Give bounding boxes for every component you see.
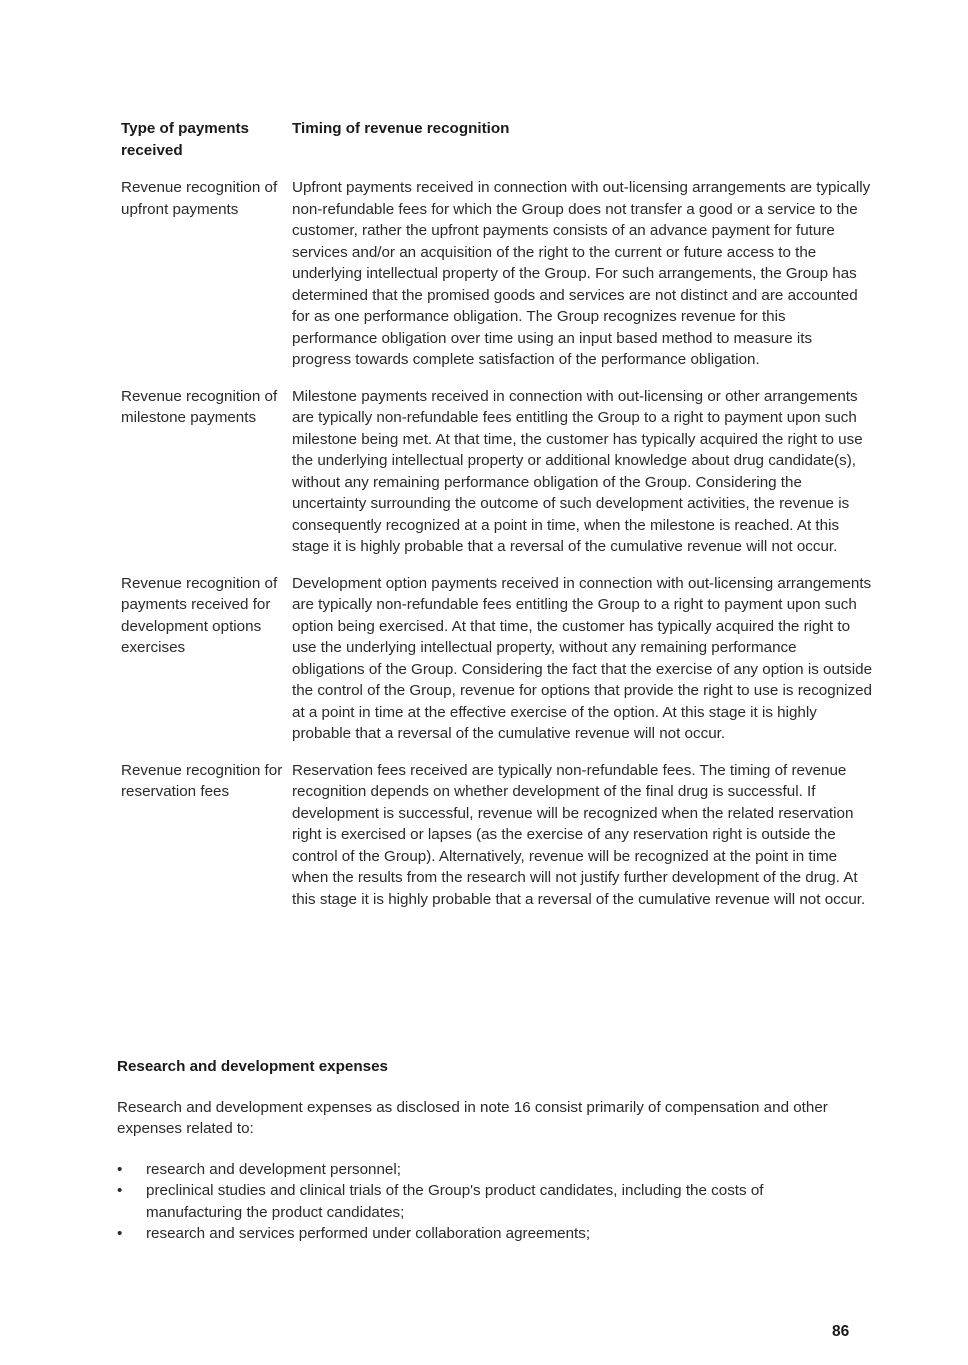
table-row [121, 177, 873, 371]
table-row [121, 760, 873, 911]
revenue-recognition-table [121, 118, 873, 925]
row-type-cell: Revenue recognition of payments received for development options exercises [121, 574, 278, 656]
row-timing-cell: Milestone payments received in connection with out-licensing or other arrangements are typically non-refundable fees entitling the Group to a right to payment upon such milestone being met. At that time, the customer has typically acquired the right to use the underlying intellectual property or additional knowledge about drug candidate(s), without any remaining performance obligation of the Group. Considering the uncertainty surrounding the outcome of such development activities, the revenue is consequently recognized at a point in time, when the milestone is reached. At this stage it is highly probable that a reversal of the cumulative revenue will not occur. [292, 387, 863, 555]
bullet-icon: • [117, 1160, 123, 1178]
list-item-text: preclinical studies and clinical trials of the Group's product candidates, including the costs of manufacturing the product candidates; [146, 1182, 764, 1221]
list-item [117, 1223, 857, 1245]
section-intro: Research and development expenses as disclosed in note 16 consist primarily of compensation and other expenses related to: [117, 1098, 828, 1137]
section-title: Research and development expenses [117, 1058, 388, 1075]
row-type-cell: Revenue recognition of milestone payments [121, 387, 278, 426]
bullet-icon: • [117, 1182, 123, 1199]
row-timing-cell: Development option payments received in connection with out-licensing arrangements are typically non-refundable fees entitling the Group to a right to payment upon such option being exercised. At that time, the customer has typically acquired the right to use the underlying intellectual property, without any remaining performance obligations of the Group. Considering the fact that the exercise of any option is outside the control of the Group, revenue for options that provide the right to use is recognized at a point in time at the effective exercise of the option. At this stage it is highly probable that a reversal of the cumulative revenue will not occur. [292, 574, 873, 742]
row-timing-cell: Upfront payments received in connection with out-licensing arrangements are typically non-refundable fees for which the Group does not transfer a good or a service to the customer, rather the upfront payments consists of an advance payment for future services and/or an acquisition of the right to the current or future access to the underlying intellectual property of the Group. For such arrangements, the Group has determined that the promised goods and services are not distinct and are accounted for as one performance obligation. The Group recognizes revenue for this performance obligation over time using an input based method to measure its progress towards complete satisfaction of the performance obligation. [292, 179, 871, 368]
list-item-text: research and services performed under collaboration agreements; [146, 1225, 591, 1242]
bullet-icon: • [117, 1225, 123, 1242]
list-item [117, 1159, 857, 1181]
table-header-row [121, 118, 873, 161]
rd-expenses-section [117, 1056, 857, 1245]
table-row [121, 386, 873, 558]
list-item [117, 1180, 857, 1223]
header-timing: Timing of revenue recognition [292, 120, 510, 137]
row-type-cell: Revenue recognition for reservation fees [121, 761, 283, 800]
row-type-cell: Revenue recognition of upfront payments [121, 179, 278, 218]
table-row [121, 573, 873, 745]
row-timing-cell: Reservation fees received are typically non-refundable fees. The timing of revenue recognition depends on whether development of the final drug is successful. If development is successful, revenue will be recognized when the related reservation right is exercised or lapses (as the exercise of any reservation right is outside the control of the Group). Alternatively, revenue will be recognized at the point in time when the results from the research will not justify further development of the drug. At this stage it is highly probable that a reversal of the cumulative revenue will not occur. [292, 761, 866, 908]
list-item-text: research and development personnel; [146, 1160, 401, 1178]
page-number: 86 [832, 1323, 850, 1340]
bullet-list [117, 1159, 857, 1245]
header-type-of-payments: Type of payments received [121, 120, 249, 159]
